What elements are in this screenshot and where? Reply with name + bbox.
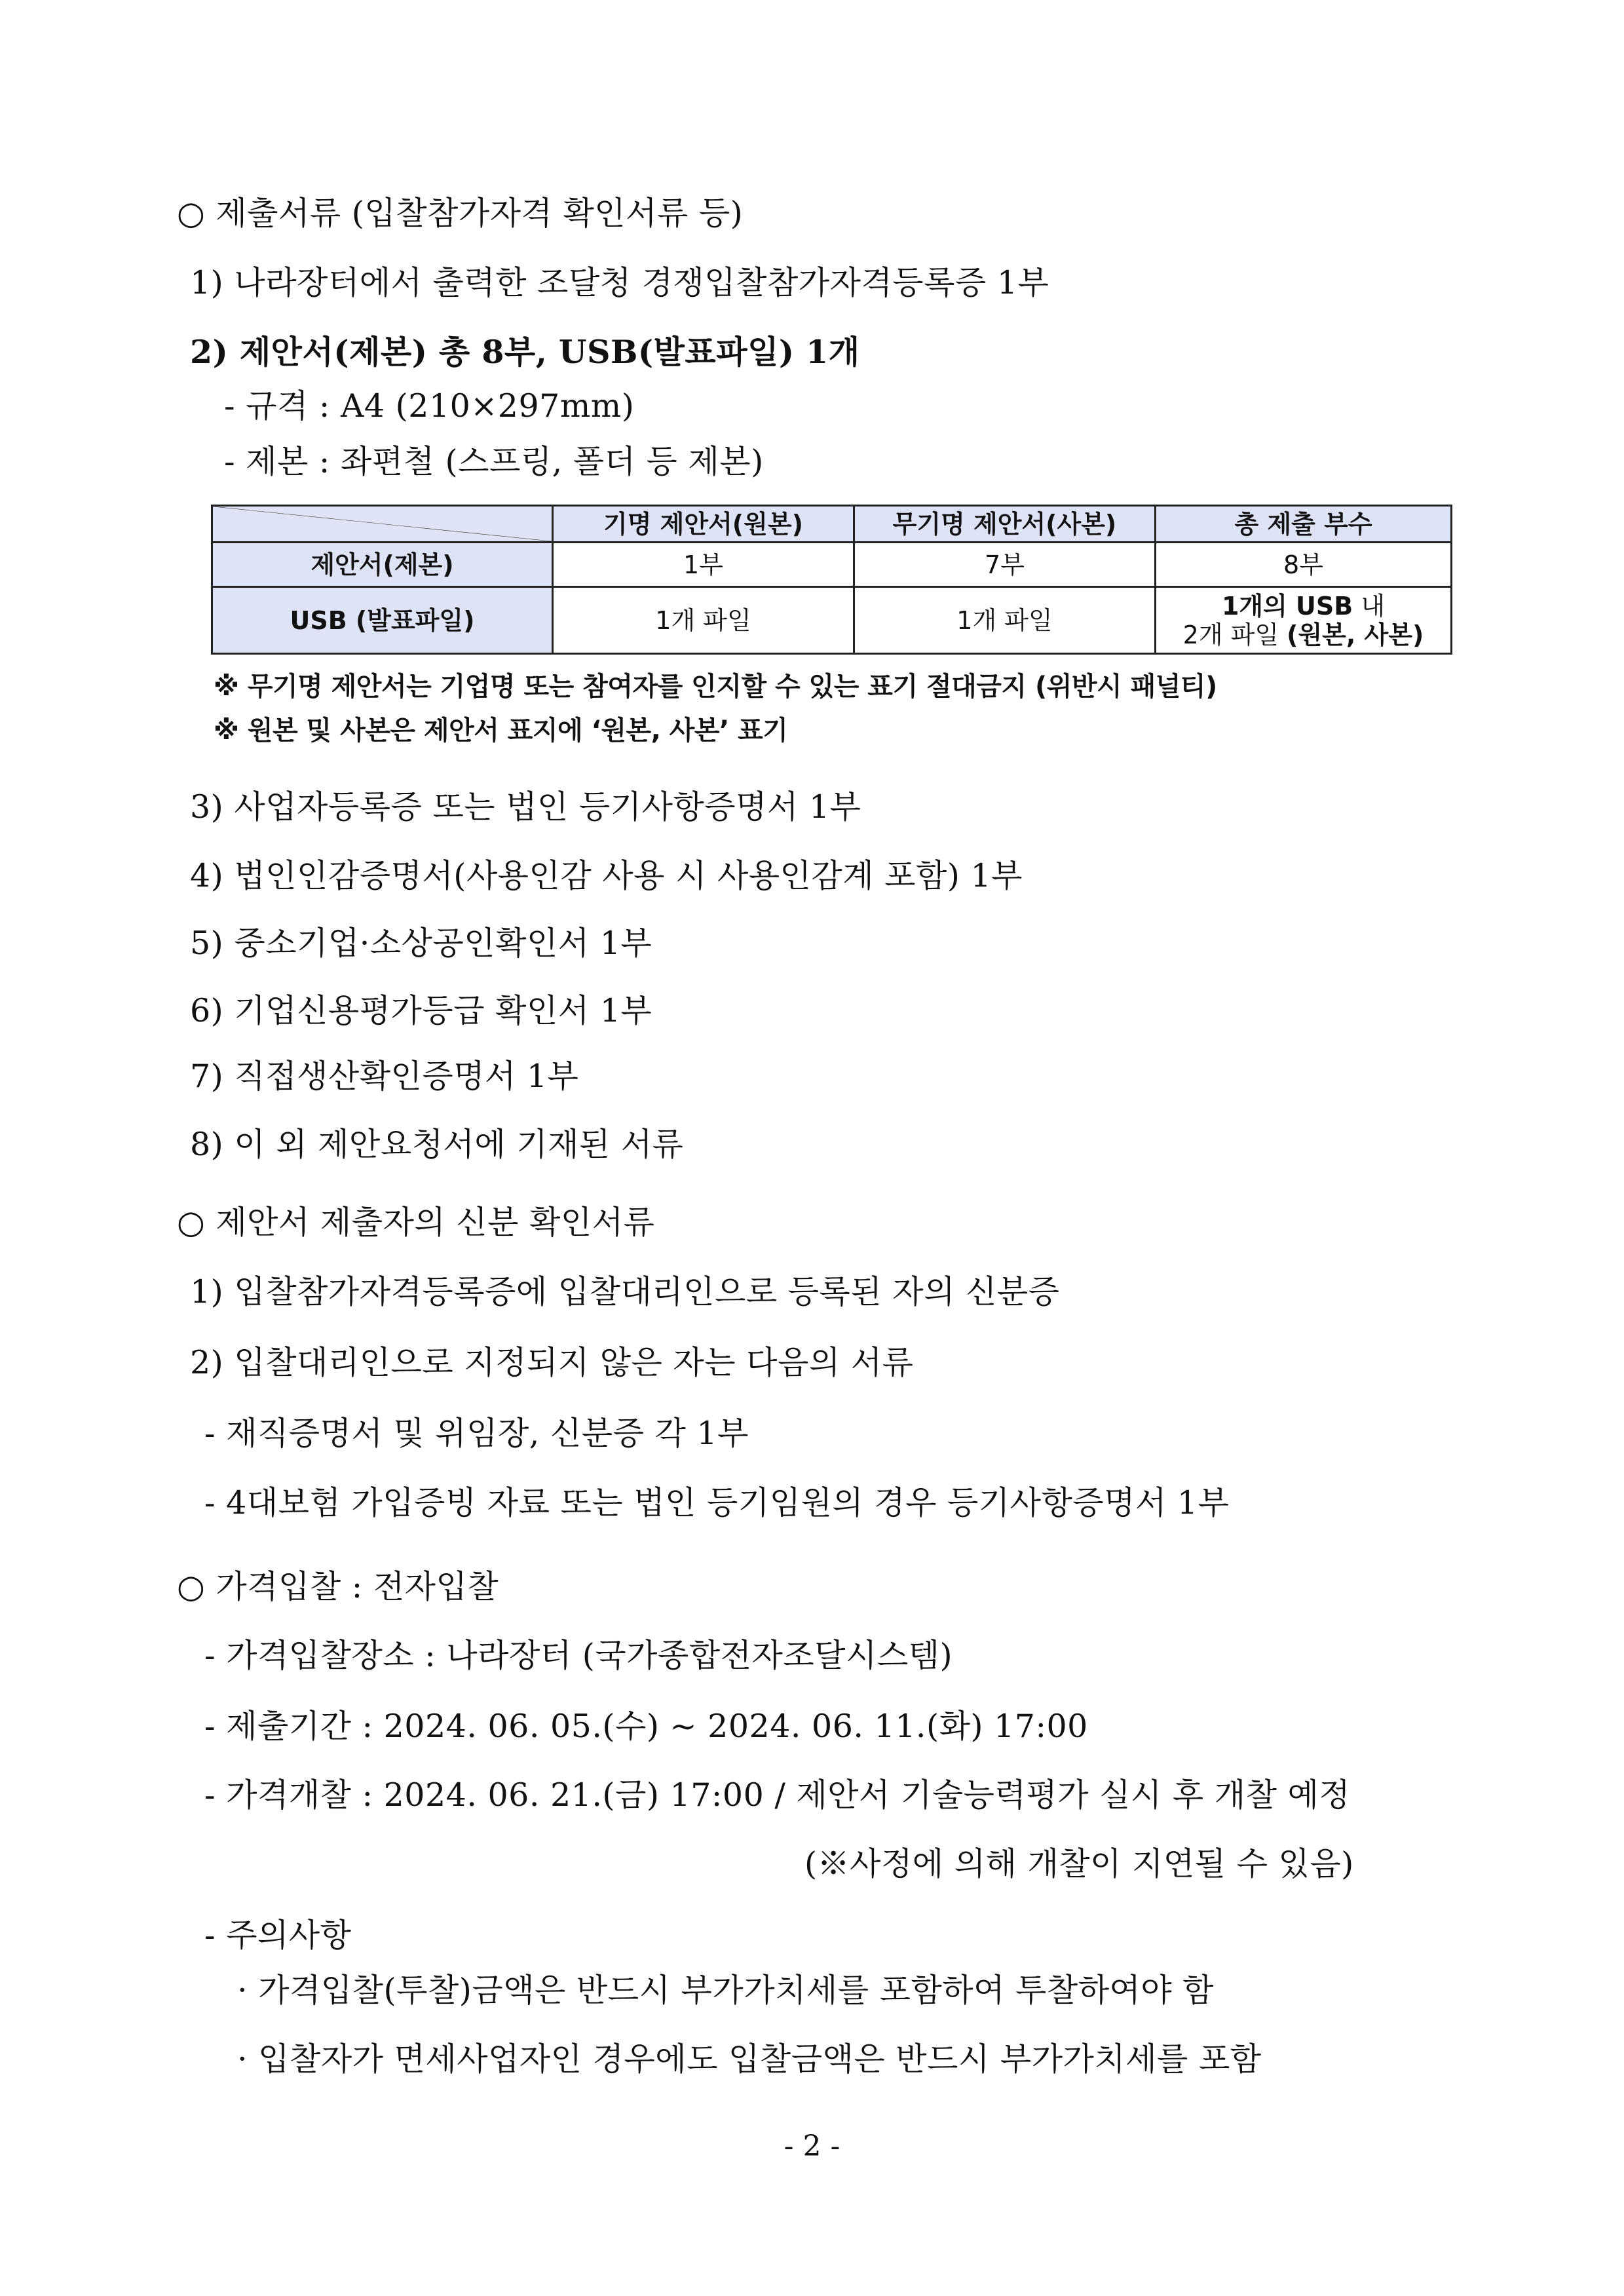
id-sub-2: - 4대보험 가입증빙 자료 또는 법인 등기임원의 경우 등기사항증명서 1부: [204, 1484, 1230, 1521]
spec-size: - 규격 : A4 (210×297mm): [224, 387, 635, 425]
caution-title: - 주의사항: [204, 1917, 352, 1954]
bid-opening: - 가격개찰 : 2024. 06. 21.(금) 17:00 / 제안서 기술능력평가 실시 후 개찰 예정: [204, 1776, 1351, 1814]
table-corner-cell: [212, 506, 553, 543]
table-row-label-usb: USB (발표파일): [212, 587, 553, 654]
table-cell: 1개 파일: [553, 587, 854, 654]
note-original-copy: ※ 원본 및 사본은 제안서 표지에 ‘원본, 사본’ 표기: [214, 716, 788, 746]
doc-item-4: 4) 법인인감증명서(사용인감 사용 시 사용인감계 포함) 1부: [190, 857, 1023, 894]
section-heading-price-bid: ○ 가격입찰 : 전자입찰: [177, 1568, 499, 1605]
table-cell: 7부: [854, 543, 1156, 587]
bid-opening-note: (※사정에 의해 개찰이 지연될 수 있음): [804, 1845, 1354, 1883]
usb-total-line1: [1160, 592, 1446, 621]
doc-item-3: 3) 사업자등록증 또는 법인 등기사항증명서 1부: [190, 788, 861, 826]
bid-place: - 가격입찰장소 : 나라장터 (국가종합전자조달시스템): [204, 1637, 953, 1674]
submission-table: [211, 505, 1452, 655]
spec-binding: - 제본 : 좌편철 (스프링, 폴더 등 제본): [224, 443, 764, 480]
note-anonymous: ※ 무기명 제안서는 기업명 또는 참여자를 인지할 수 있는 표기 절대금지 (위반시 패널티): [214, 672, 1217, 702]
table-row-label-proposal: 제안서(제본): [212, 543, 553, 587]
usb-total-line2: [1160, 621, 1446, 649]
usb-total-line2-normal: 2개 파일: [1182, 620, 1287, 649]
table-cell: 1개 파일: [854, 587, 1156, 654]
caution-1: · 가격입찰(투찰)금액은 반드시 부가가치세를 포함하여 투찰하여야 함: [237, 1972, 1215, 2009]
doc-item-1: 1) 나라장터에서 출력한 조달청 경쟁입찰참가자격등록증 1부: [190, 264, 1049, 301]
table-header-named: 기명 제안서(원본): [553, 506, 854, 543]
bid-period: - 제출기간 : 2024. 06. 05.(수) ~ 2024. 06. 11.(화) 17:00: [204, 1708, 1088, 1745]
table-cell-usb-total: [1156, 587, 1452, 654]
diagonal-line: [213, 507, 552, 541]
table-cell: 8부: [1156, 543, 1452, 587]
table-header-total: 총 제출 부수: [1156, 506, 1452, 543]
section-heading-documents: ○ 제출서류 (입찰참가자격 확인서류 등): [177, 195, 744, 232]
id-item-1: 1) 입찰참가자격등록증에 입찰대리인으로 등록된 자의 신분증: [190, 1273, 1060, 1311]
usb-total-line2-bold: (원본, 사본): [1287, 620, 1424, 649]
doc-item-7: 7) 직접생산확인증명서 1부: [190, 1058, 579, 1095]
id-sub-1: - 재직증명서 및 위임장, 신분증 각 1부: [204, 1415, 749, 1452]
id-item-2: 2) 입찰대리인으로 지정되지 않은 자는 다음의 서류: [190, 1344, 914, 1381]
table-cell: 1부: [553, 543, 854, 587]
page-number: - 2 -: [784, 2130, 840, 2163]
caution-2: · 입찰자가 면세사업자인 경우에도 입찰금액은 반드시 부가가치세를 포함: [237, 2040, 1262, 2078]
doc-item-8: 8) 이 외 제안요청서에 기재된 서류: [190, 1126, 684, 1163]
doc-item-6: 6) 기업신용평가등급 확인서 1부: [190, 992, 652, 1029]
usb-total-normal: 내: [1353, 591, 1386, 621]
doc-item-5: 5) 중소기업·소상공인확인서 1부: [190, 925, 652, 962]
section-heading-identity: ○ 제안서 제출자의 신분 확인서류: [177, 1204, 655, 1241]
table-header-anonymous: 무기명 제안서(사본): [854, 506, 1156, 543]
usb-total-bold: 1개의 USB: [1221, 591, 1353, 621]
doc-item-2: 2) 제안서(제본) 총 8부, USB(발표파일) 1개: [190, 333, 860, 371]
